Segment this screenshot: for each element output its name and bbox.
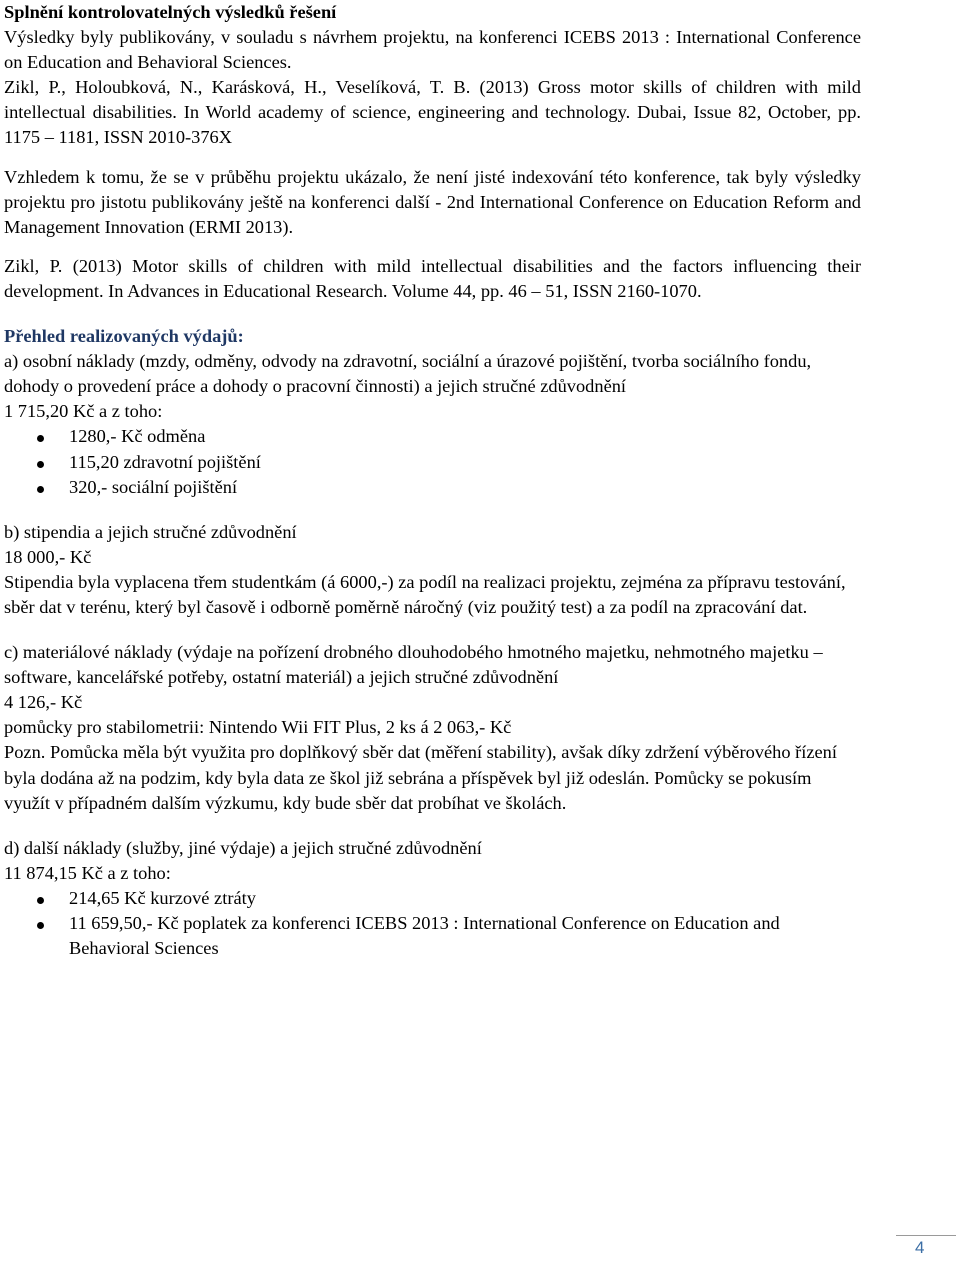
results-citation-1: Zikl, P., Holoubková, N., Karásková, H., Veselíková, T. B. (2013) Gross motor skills of children with mild intellectual disabilities. In World academy of science, engineering and technology. Dubai, Issue 82, October, pp. 1175 – 1181, ISSN 2010-376X	[4, 77, 861, 148]
list-item: 11 659,50,- Kč poplatek za konferenci ICEBS 2013 : International Conference on Education and Behavioral Sciences	[4, 911, 861, 961]
list-item: 214,65 Kč kurzové ztráty	[4, 886, 861, 911]
footer-divider	[896, 1235, 956, 1236]
expense-c-amount: 4 126,- Kč	[4, 692, 83, 713]
list-item: 115,20 zdravotní pojištění	[4, 450, 861, 475]
bullet-icon	[37, 435, 44, 442]
expense-b-text: Stipendia byla vyplacena třem studentkám (á 6000,-) za podíl na realizaci projektu, zejména za přípravu testování, sběr dat v terénu, který byl časově i odborně poměrně náročný (viz použitý test) a za podíl na zpracování dat.	[4, 571, 846, 617]
bullet-icon	[37, 897, 44, 904]
page-number: 4	[915, 1238, 925, 1257]
bullet-icon	[37, 486, 44, 493]
expense-d-title: d) další náklady (služby, jiné výdaje) a jejich stručné zdůvodnění	[4, 837, 482, 858]
expense-d-amount: 11 874,15 Kč a z toho:	[4, 862, 171, 883]
expense-a-amount: 1 715,20 Kč a z toho:	[4, 401, 163, 422]
expense-b-title: b) stipendia a jejich stručné zdůvodnění	[4, 521, 297, 542]
list-item: 1280,- Kč odměna	[4, 424, 861, 449]
expense-c-note: Pozn. Pomůcka měla být využita pro doplňkový sběr dat (měření stability), avšak díky zdržení výběrového řízení byla dodána až na podzim, kdy byla data ze škol již sebrána a příspěvek byl již odeslán. Pomůcky se pokusím využít v případném dalším výzkumu, kdy bude sběr dat probíhat ve školách.	[4, 742, 837, 813]
bullet-icon	[37, 922, 44, 929]
results-paragraph-2: Vzhledem k tomu, že se v průběhu projektu ukázalo, že není jisté indexování této konference, tak byly výsledky projektu pro jistotu publikovány ještě na konferenci další - 2nd International Conference on Education Reform and Management Innovation (ERMI 2013).	[4, 166, 861, 237]
expense-d-list	[4, 886, 861, 961]
expense-c-line: pomůcky pro stabilometrii: Nintendo Wii FIT Plus, 2 ks á 2 063,- Kč	[4, 717, 512, 738]
expense-c-title: c) materiálové náklady (výdaje na pořízení drobného dlouhodobého hmotného majetku, nehmotného majetku – software, kancelářské potřeby, ostatní materiál) a jejich stručné zdůvodnění	[4, 642, 823, 688]
expense-b-amount: 18 000,- Kč	[4, 546, 92, 567]
document-page	[4, 0, 861, 961]
list-item: 320,- sociální pojištění	[4, 475, 861, 500]
results-citation-2: Zikl, P. (2013) Motor skills of children with mild intellectual disabilities and the factors influencing their development. In Advances in Educational Research. Volume 44, pp. 46 – 51, ISSN 2160-1070.	[4, 255, 861, 301]
expenses-heading: Přehled realizovaných výdajů:	[4, 326, 244, 347]
expense-a-list	[4, 424, 861, 499]
results-paragraph-1: Výsledky byly publikovány, v souladu s návrhem projektu, na konferenci ICEBS 2013 : International Conference on Education and Behavioral Sciences.	[4, 27, 861, 73]
expense-a-title: a) osobní náklady (mzdy, odměny, odvody na zdravotní, sociální a úrazové pojištění, tvorba sociálního fondu, dohody o provedení práce a dohody o pracovní činnosti) a jejich stručné zdůvodnění	[4, 351, 812, 397]
results-heading: Splnění kontrolovatelných výsledků řešení	[4, 2, 337, 22]
bullet-icon	[37, 461, 44, 468]
